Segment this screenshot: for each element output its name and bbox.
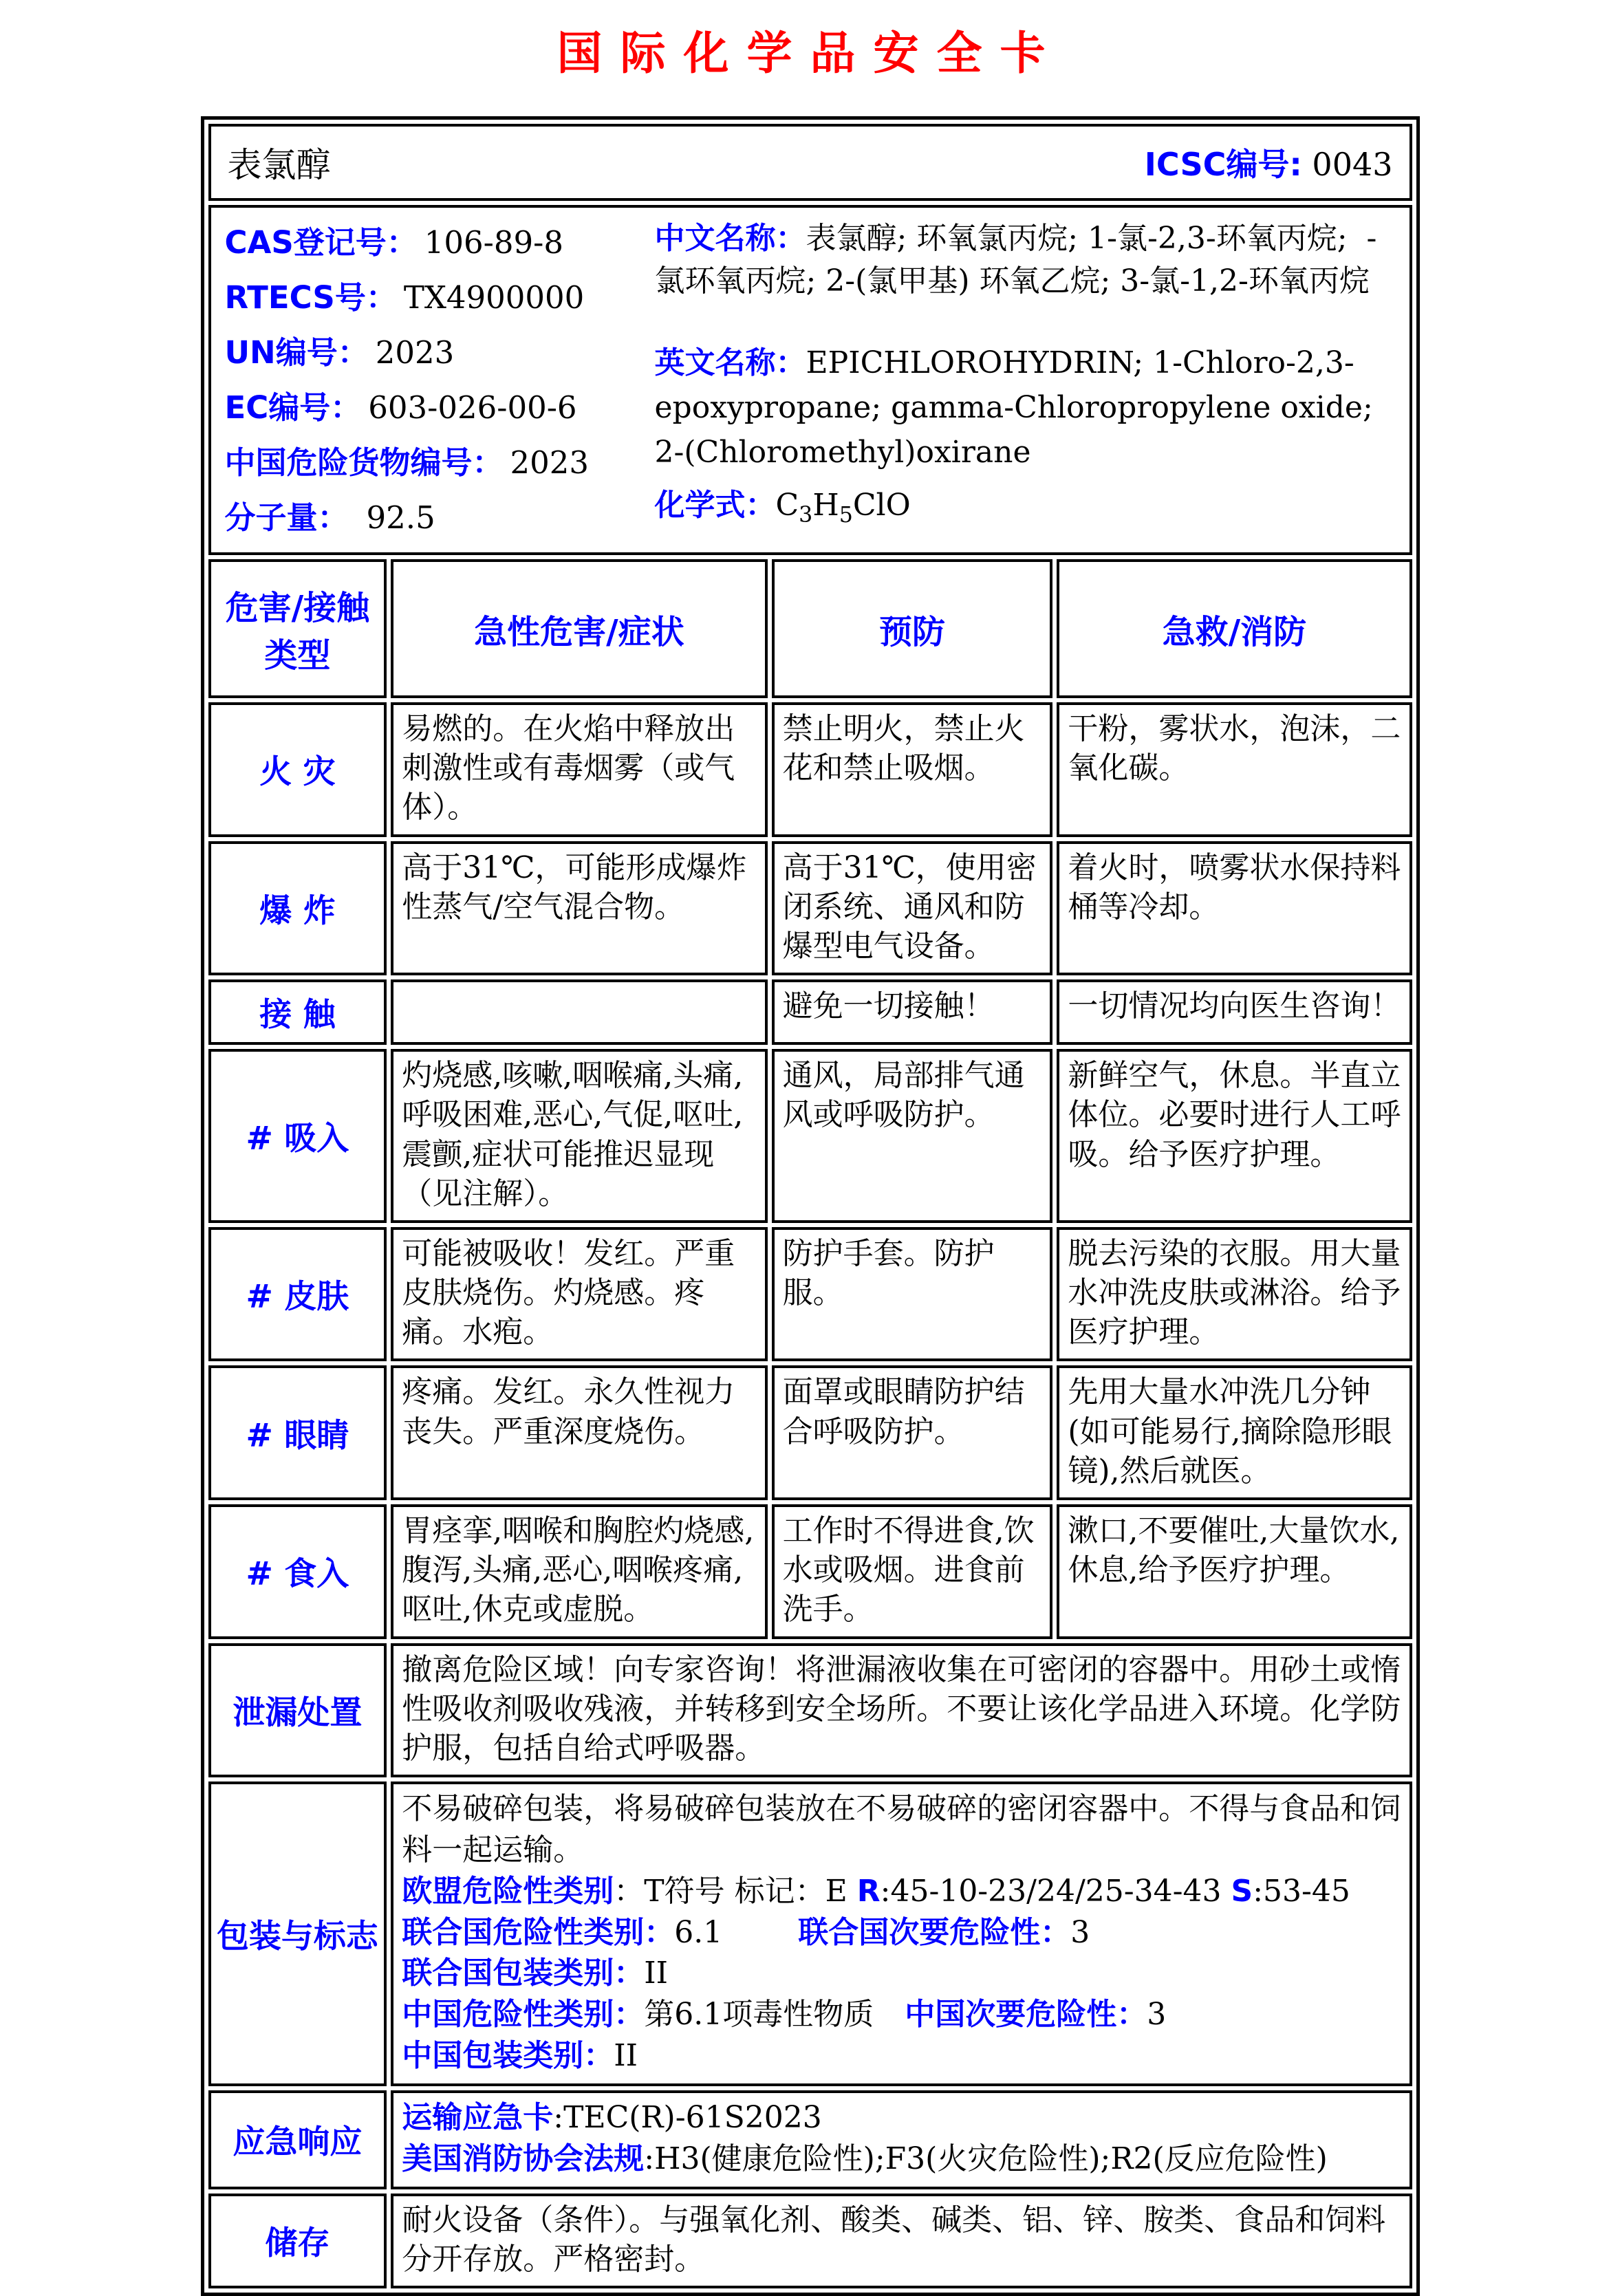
- exposure-response: 一切情况均向医生咨询！: [1057, 979, 1412, 1045]
- eu-hazard-class-line: [402, 1871, 1401, 1912]
- ec-number-value: 603-026-00-6: [368, 389, 577, 426]
- hazard-table-header-row: [208, 559, 1412, 698]
- china-subsidiary-risk-value: 3: [1147, 1997, 1167, 2033]
- un-number-value: 2023: [375, 334, 455, 371]
- hazard-type-exposure: 接 触: [208, 979, 387, 1045]
- table-row-emergency: [208, 2090, 1412, 2189]
- header-prevention: 预防: [772, 559, 1053, 698]
- eu-s-phrases-value: :53-45: [1253, 1873, 1350, 1909]
- china-hazard-class-label: 中国危险性类别：: [402, 1997, 645, 2033]
- un-number: [225, 327, 655, 372]
- formula-h: H: [812, 488, 839, 523]
- ec-number: [225, 382, 655, 427]
- packaging-labelling-content: [391, 1781, 1412, 2086]
- un-subsidiary-risk-label: 联合国次要危险性：: [798, 1914, 1071, 1950]
- hazard-type-skin: # 皮肤: [208, 1227, 387, 1362]
- rtecs-number-label: RTECS号：: [224, 279, 397, 316]
- substance-name: 表氯醇: [227, 145, 331, 185]
- fire-response: 干粉，雾状水，泡沫，二氧化碳。: [1057, 702, 1412, 837]
- storage-text: 耐火设备（条件）。与强氧化剂、酸类、碱类、铝、锌、胺类、食品和饲料分开存放。严格密封。: [391, 2194, 1412, 2288]
- ingestion-response: 漱口,不要催吐,大量饮水,休息,给予医疗护理。: [1057, 1504, 1412, 1639]
- storage-label: 储存: [208, 2194, 387, 2288]
- packaging-labelling-label: 包装与标志: [208, 1781, 387, 2086]
- names-section: [655, 217, 1396, 540]
- fire-prevention: 禁止明火，禁止火花和禁止吸烟。: [772, 702, 1053, 837]
- explosion-symptoms: 高于31℃，可能形成爆炸性蒸气/空气混合物。: [391, 841, 767, 976]
- eu-hazard-class-value: ：T符号 标记：E: [614, 1873, 857, 1909]
- cas-number-value: 106-89-8: [424, 224, 563, 261]
- emergency-response-content: [391, 2090, 1412, 2189]
- table-row-ingestion: [208, 1504, 1412, 1639]
- cas-number-label: CAS登记号：: [224, 224, 418, 261]
- rtecs-number-value: TX4900000: [403, 279, 585, 316]
- hazard-type-ingestion: # 食入: [208, 1504, 387, 1639]
- header-hazard-type: 危害/接触类型: [208, 559, 387, 698]
- table-row-explosion: [208, 841, 1412, 976]
- table-row-packaging: [208, 1781, 1412, 2086]
- un-packing-group-value: II: [644, 1956, 669, 1991]
- un-subsidiary-risk-value: 3: [1070, 1914, 1090, 1950]
- china-packing-group-value: II: [614, 2038, 638, 2074]
- china-hazard-class-value: 第6.1项毒性物质: [644, 1997, 874, 2033]
- eu-s-phrases-label: S: [1231, 1873, 1253, 1909]
- chinese-name: [655, 217, 1396, 303]
- exposure-prevention: 避免一切接触！: [772, 979, 1053, 1045]
- china-dangerous-goods-number: [225, 437, 655, 482]
- spill-disposal-text: 撤离危险区域！向专家咨询！将泄漏液收集在可密闭的容器中。用砂土或惰性吸收剂吸收残液，并转移到安全场所。不要让该化学品进入环境。化学防护服，包括自给式呼吸器。: [391, 1643, 1412, 1778]
- icsc-number-group: [1145, 140, 1393, 185]
- packaging-note: 不易破碎包装，将易破碎包装放在不易破碎的密闭容器中。不得与食品和饲料一起运输。: [402, 1791, 1401, 1867]
- un-number-label: UN编号：: [224, 334, 369, 371]
- table-row-exposure: [208, 979, 1412, 1045]
- transport-emergency-card-label: 运输应急卡: [402, 2099, 554, 2135]
- explosion-response: 着火时，喷雾状水保持料桶等冷却。: [1057, 841, 1412, 976]
- exposure-symptoms: [391, 979, 767, 1045]
- china-subsidiary-risk-label: 中国次要危险性：: [905, 1997, 1147, 2033]
- china-packing-group-label: 中国包装类别：: [402, 2038, 614, 2074]
- hazard-table: [204, 555, 1416, 2293]
- nfpa-code-value: :H3(健康危险性);F3(火灾危险性);R2(反应危险性): [644, 2141, 1328, 2176]
- cas-number: [225, 217, 655, 262]
- eyes-prevention: 面罩或眼睛防护结合呼吸防护。: [772, 1365, 1053, 1500]
- ingestion-symptoms: 胃痉挛,咽喉和胸腔灼烧感,腹泻,头痛,恶心,咽喉疼痛,呕吐,休克或虚脱。: [391, 1504, 767, 1639]
- rtecs-number: [225, 272, 655, 317]
- english-name-label: 英文名称：: [654, 345, 806, 380]
- china-packing-group-line: [402, 2035, 1401, 2077]
- ec-number-label: EC编号：: [224, 389, 362, 426]
- inhalation-prevention: 通风，局部排气通风或呼吸防护。: [772, 1049, 1053, 1223]
- un-hazard-class-label: 联合国危险性类别：: [402, 1914, 675, 1950]
- chinese-name-label: 中文名称：: [654, 221, 806, 256]
- hazard-type-explosion: 爆 炸: [208, 841, 387, 976]
- icsc-number-label: ICSC编号:: [1144, 146, 1302, 183]
- table-row-skin: [208, 1227, 1412, 1362]
- un-hazard-class-value: 6.1: [674, 1914, 723, 1950]
- eyes-symptoms: 疼痛。发红。永久性视力丧失。严重深度烧伤。: [391, 1365, 767, 1500]
- ingestion-prevention: 工作时不得进食,饮水或吸烟。进食前洗手。: [772, 1504, 1053, 1639]
- spill-disposal-label: 泄漏处置: [208, 1643, 387, 1778]
- china-dg-number-label: 中国危险货物编号：: [224, 444, 504, 481]
- nfpa-code-label: 美国消防协会法规: [402, 2141, 645, 2176]
- table-row-fire: [208, 702, 1412, 837]
- english-name-value: EPICHLOROHYDRIN; 1-Chloro-2,3-epoxypropane; gamma-Chloropropylene oxide; 2-(Chloromethyl)oxirane: [654, 345, 1373, 470]
- table-row-eyes: [208, 1365, 1412, 1500]
- english-name: [655, 340, 1396, 475]
- formula-c: C: [775, 488, 799, 523]
- table-row-inhalation: [208, 1049, 1412, 1223]
- eu-hazard-class-label: 欧盟危险性类别: [402, 1873, 614, 1909]
- inhalation-response: 新鲜空气，休息。半直立体位。必要时进行人工呼吸。给予医疗护理。: [1057, 1049, 1412, 1223]
- table-row-storage: [208, 2194, 1412, 2288]
- chinese-name-value: 表氯醇; 环氧氯丙烷; 1-氯-2,3-环氧丙烷; -氯环氧丙烷; 2-(氯甲基) 环氧乙烷; 3-氯-1,2-环氧丙烷: [654, 221, 1377, 299]
- inhalation-symptoms: 灼烧感,咳嗽,咽喉痛,头痛,呼吸困难,恶心,气促,呕吐,震颤,症状可能推迟显现（见注解）。: [391, 1049, 767, 1223]
- skin-response: 脱去污染的衣服。用大量水冲洗皮肤或淋浴。给予医疗护理。: [1057, 1227, 1412, 1362]
- un-packing-group-label: 联合国包装类别：: [402, 1956, 645, 1991]
- icsc-card: [201, 116, 1420, 2296]
- formula-rest: ClO: [852, 488, 911, 523]
- eu-r-phrases-label: R: [856, 1873, 881, 1909]
- formula-h-subscript: 5: [839, 503, 853, 528]
- molecular-weight: [225, 492, 655, 537]
- chemical-formula: [775, 488, 911, 528]
- transport-emergency-card-line: [402, 2097, 1401, 2138]
- header-acute-hazards: 急性危害/症状: [391, 559, 767, 698]
- transport-emergency-card-value: :TEC(R)-61S2023: [553, 2099, 822, 2135]
- skin-prevention: 防护手套。防护服。: [772, 1227, 1053, 1362]
- explosion-prevention: 高于31℃，使用密闭系统、通风和防爆型电气设备。: [772, 841, 1053, 976]
- icsc-number-value: 0043: [1312, 146, 1393, 183]
- china-hazard-class-line: [402, 1994, 1401, 2035]
- chemical-formula-label: 化学式：: [654, 488, 776, 523]
- card-header-row: [208, 124, 1412, 201]
- header-first-aid: 急救/消防: [1057, 559, 1412, 698]
- un-packing-group-line: [402, 1953, 1401, 1994]
- formula-c-subscript: 3: [799, 503, 813, 528]
- hazard-type-eyes: # 眼睛: [208, 1365, 387, 1500]
- identifiers-section: [208, 205, 1412, 555]
- eu-r-phrases-value: :45-10-23/24/25-34-43: [880, 1873, 1231, 1909]
- skin-symptoms: 可能被吸收！发红。严重皮肤烧伤。灼烧感。疼痛。水疱。: [391, 1227, 767, 1362]
- nfpa-code-line: [402, 2138, 1401, 2180]
- emergency-response-label: 应急响应: [208, 2090, 387, 2189]
- eyes-response: 先用大量水冲洗几分钟(如可能易行,摘除隐形眼镜),然后就医。: [1057, 1365, 1412, 1500]
- china-dg-number-value: 2023: [510, 444, 590, 481]
- hazard-type-fire: 火 灾: [208, 702, 387, 837]
- registry-numbers: [225, 217, 655, 540]
- molecular-weight-label: 分子量：: [224, 499, 349, 536]
- fire-symptoms: 易燃的。在火焰中释放出刺激性或有毒烟雾（或气体）。: [391, 702, 767, 837]
- chemical-formula-line: [655, 480, 1396, 528]
- molecular-weight-value: 92.5: [366, 499, 435, 536]
- page-title: 国际化学品安全卡: [557, 27, 1063, 80]
- table-row-spill: [208, 1643, 1412, 1778]
- un-hazard-class-line: [402, 1912, 1401, 1953]
- hazard-type-inhalation: # 吸入: [208, 1049, 387, 1223]
